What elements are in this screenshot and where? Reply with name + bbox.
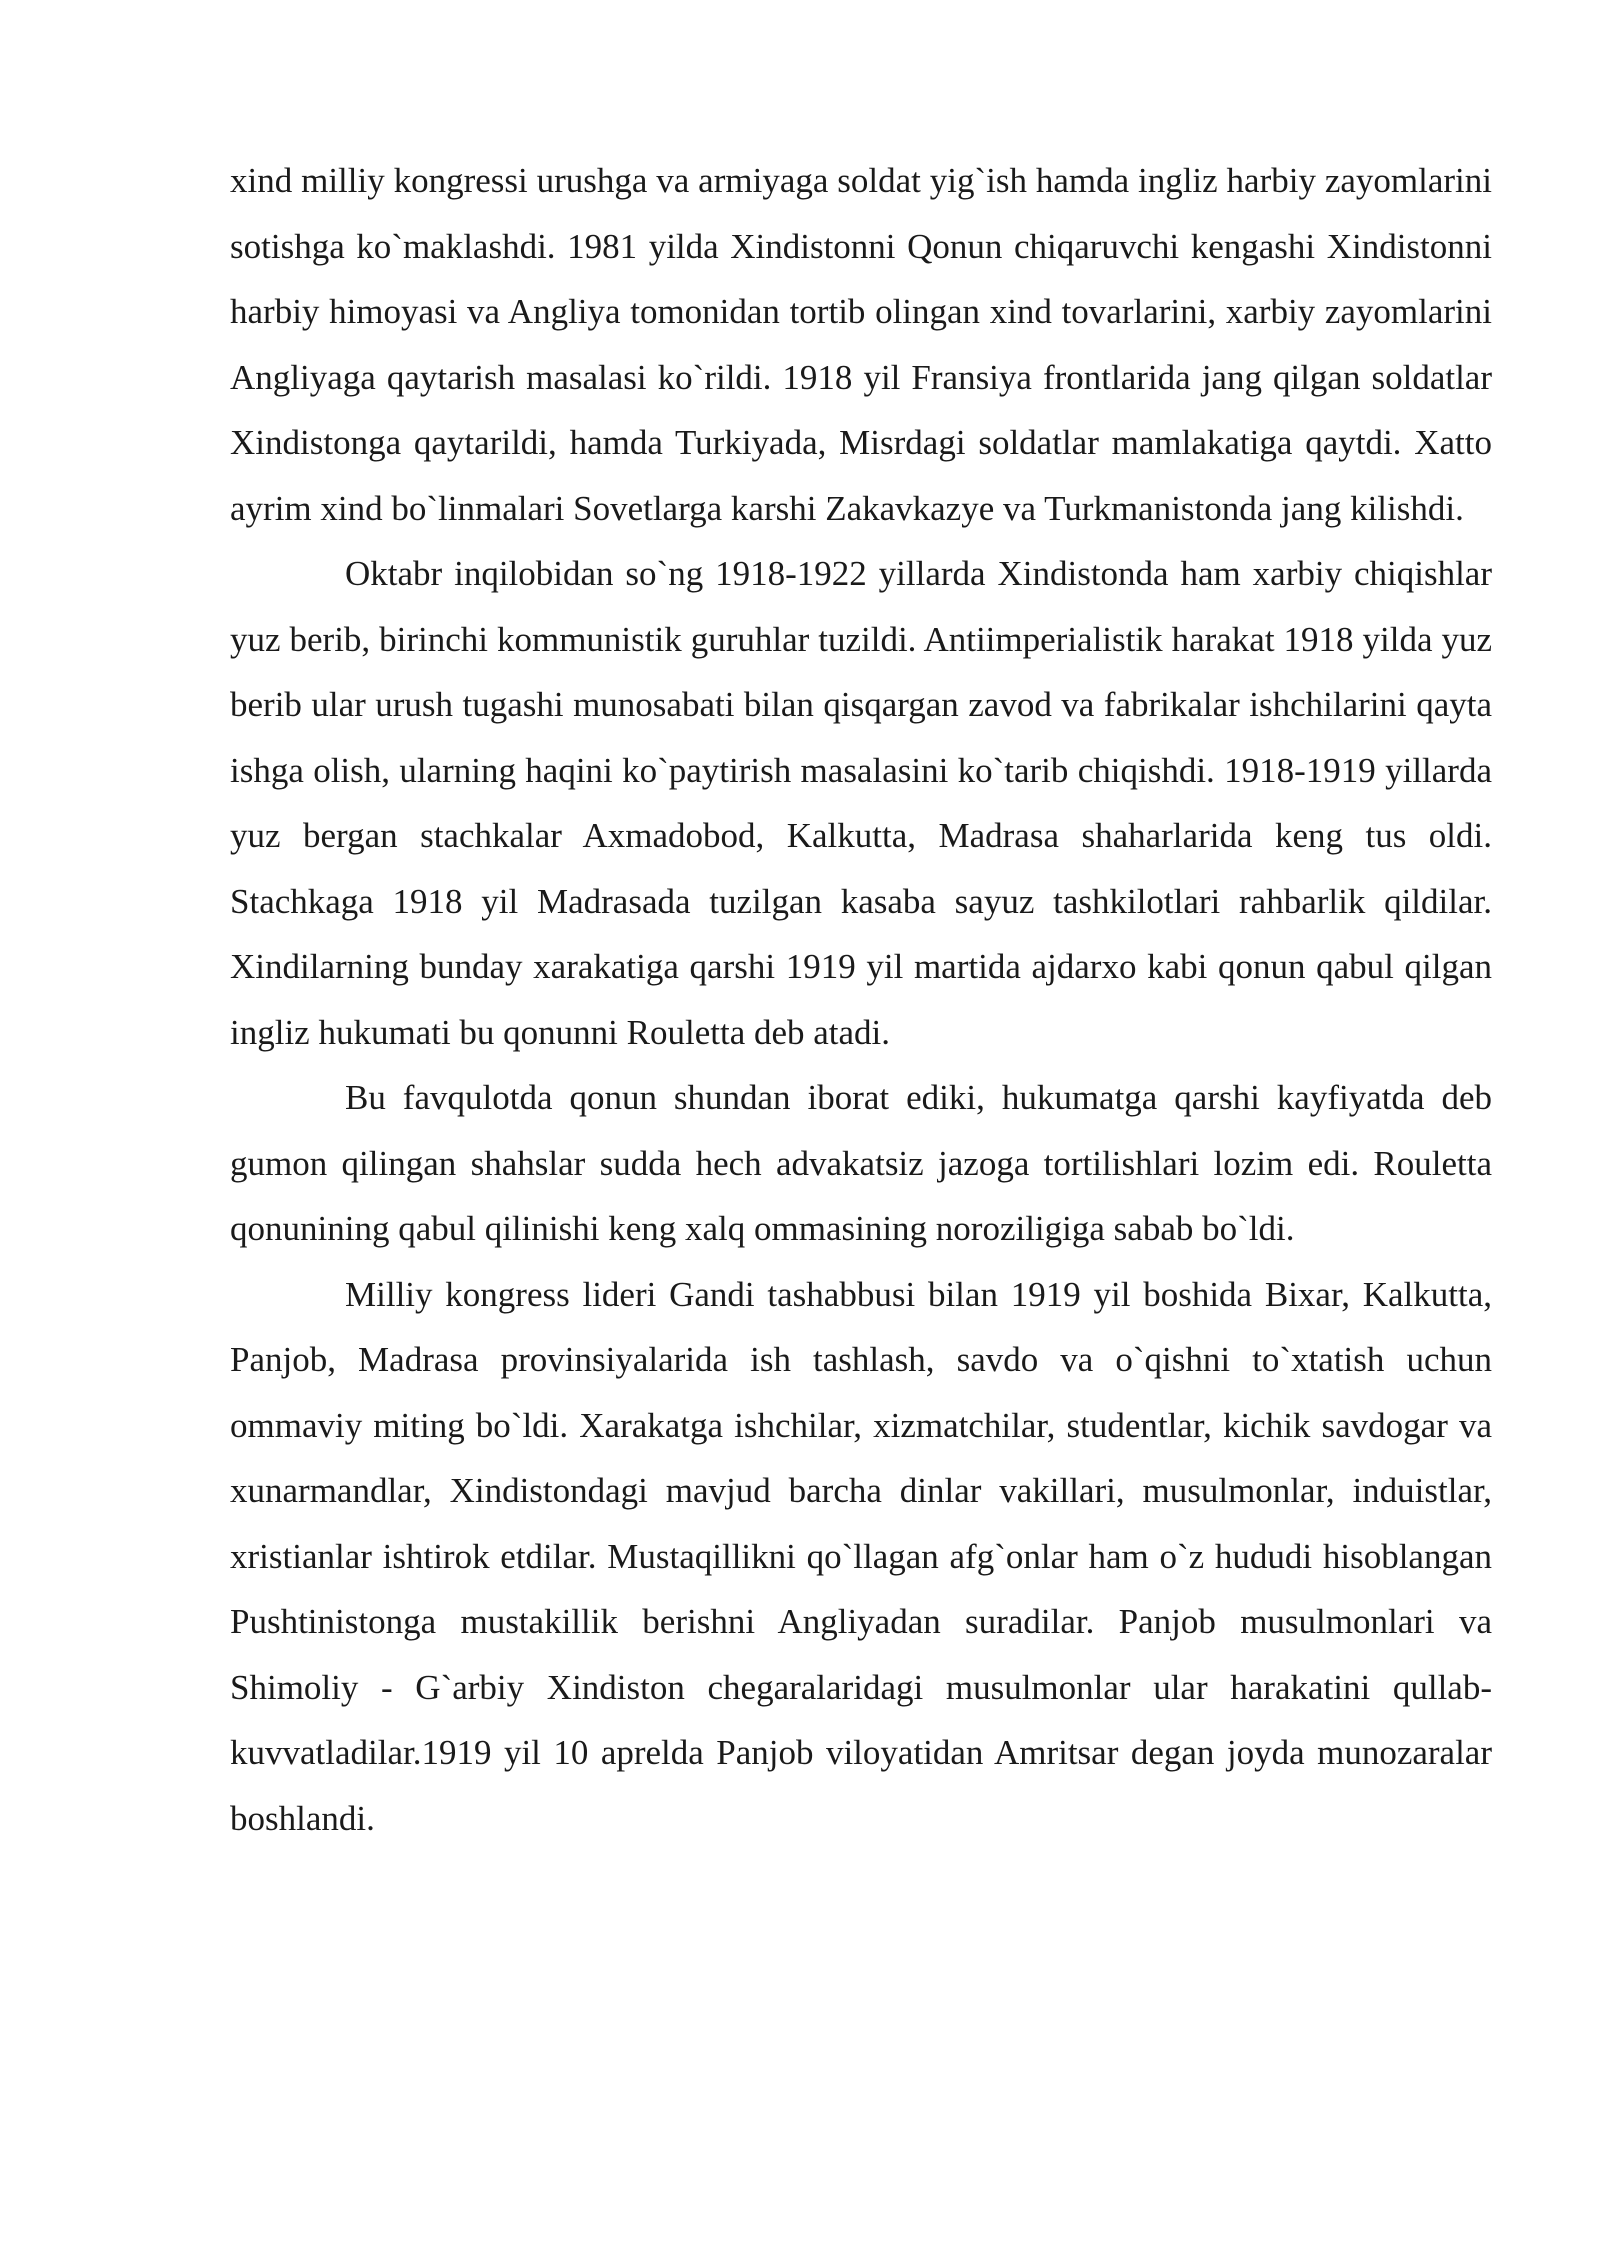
text-body: [230, 148, 1492, 1851]
paragraph-3: Bu favqulotda qonun shundan iborat ediki, hukumatga qarshi kayfiyatda deb gumon qilingan shahslar sudda hech advakatsiz jazoga tortilishlari lozim edi. Rouletta qonunining qabul qilinishi keng xalq ommasining noroziligiga sabab bo`ldi.: [230, 1078, 1492, 1248]
paragraph-4: Milliy kongress lideri Gandi tashabbusi bilan 1919 yil boshida Bixar, Kalkutta, Panjob, Madrasa provinsiyalarida ish tashlash, savdo va o`qishni to`xtatish uchun ommaviy miting bo`ldi. Xarakatga ishchilar, xizmatchilar, studentlar, kichik savdogar va xunarmandlar, Xindistondagi mavjud barcha dinlar vakillari, musulmonlar, induistlar, xristianlar ishtirok etdilar. Mustaqillikni qo`llagan afg`onlar ham o`z hududi hisoblangan Pushtinistonga mustakillik berishni Angliyadan suradilar. Panjob musulmonlari va Shimoliy - G`arbiy Xindiston chegaralaridagi musulmonlar ular harakatini qullab-kuvvatladilar.1919 yil 10 aprelda Panjob viloyatidan Amritsar degan joyda munozaralar boshlandi.: [230, 1274, 1492, 1838]
paragraph-1: xind milliy kongressi urushga va armiyaga soldat yig`ish hamda ingliz harbiy zayomlarini sotishga ko`maklashdi. 1981 yilda Xindistonni Qonun chiqaruvchi kengashi Xindistonni harbiy himoyasi va Angliya tomonidan tortib olingan xind tovarlarini, xarbiy zayomlarini Angliyaga qaytarish masalasi ko`rildi. 1918 yil Fransiya frontlarida jang qilgan soldatlar Xindistonga qaytarildi, hamda Turkiyada, Misrdagi soldatlar mamlakatiga qaytdi. Xatto ayrim xind bo`linmalari Sovetlarga karshi Zakavkazye va Turkmanistonda jang kilishdi.: [230, 161, 1492, 528]
paragraph-2: Oktabr inqilobidan so`ng 1918-1922 yillarda Xindistonda ham xarbiy chiqishlar yuz berib, birinchi kommunistik guruhlar tuzildi. Antiimperialistik harakat 1918 yilda yuz berib ular urush tugashi munosabati bilan qisqargan zavod va fabrikalar ishchilarini qayta ishga olish, ularning haqini ko`paytirish masalasini ko`tarib chiqishdi. 1918-1919 yillarda yuz bergan stachkalar Axmadobod, Kalkutta, Madrasa shaharlarida keng tus oldi. Stachkaga 1918 yil Madrasada tuzilgan kasaba sayuz tashkilotlari rahbarlik qildilar. Xindilarning bunday xarakatiga qarshi 1919 yil martida ajdarxo kabi qonun qabul qilgan ingliz hukumati bu qonunni Rouletta deb atadi.: [230, 554, 1492, 1052]
